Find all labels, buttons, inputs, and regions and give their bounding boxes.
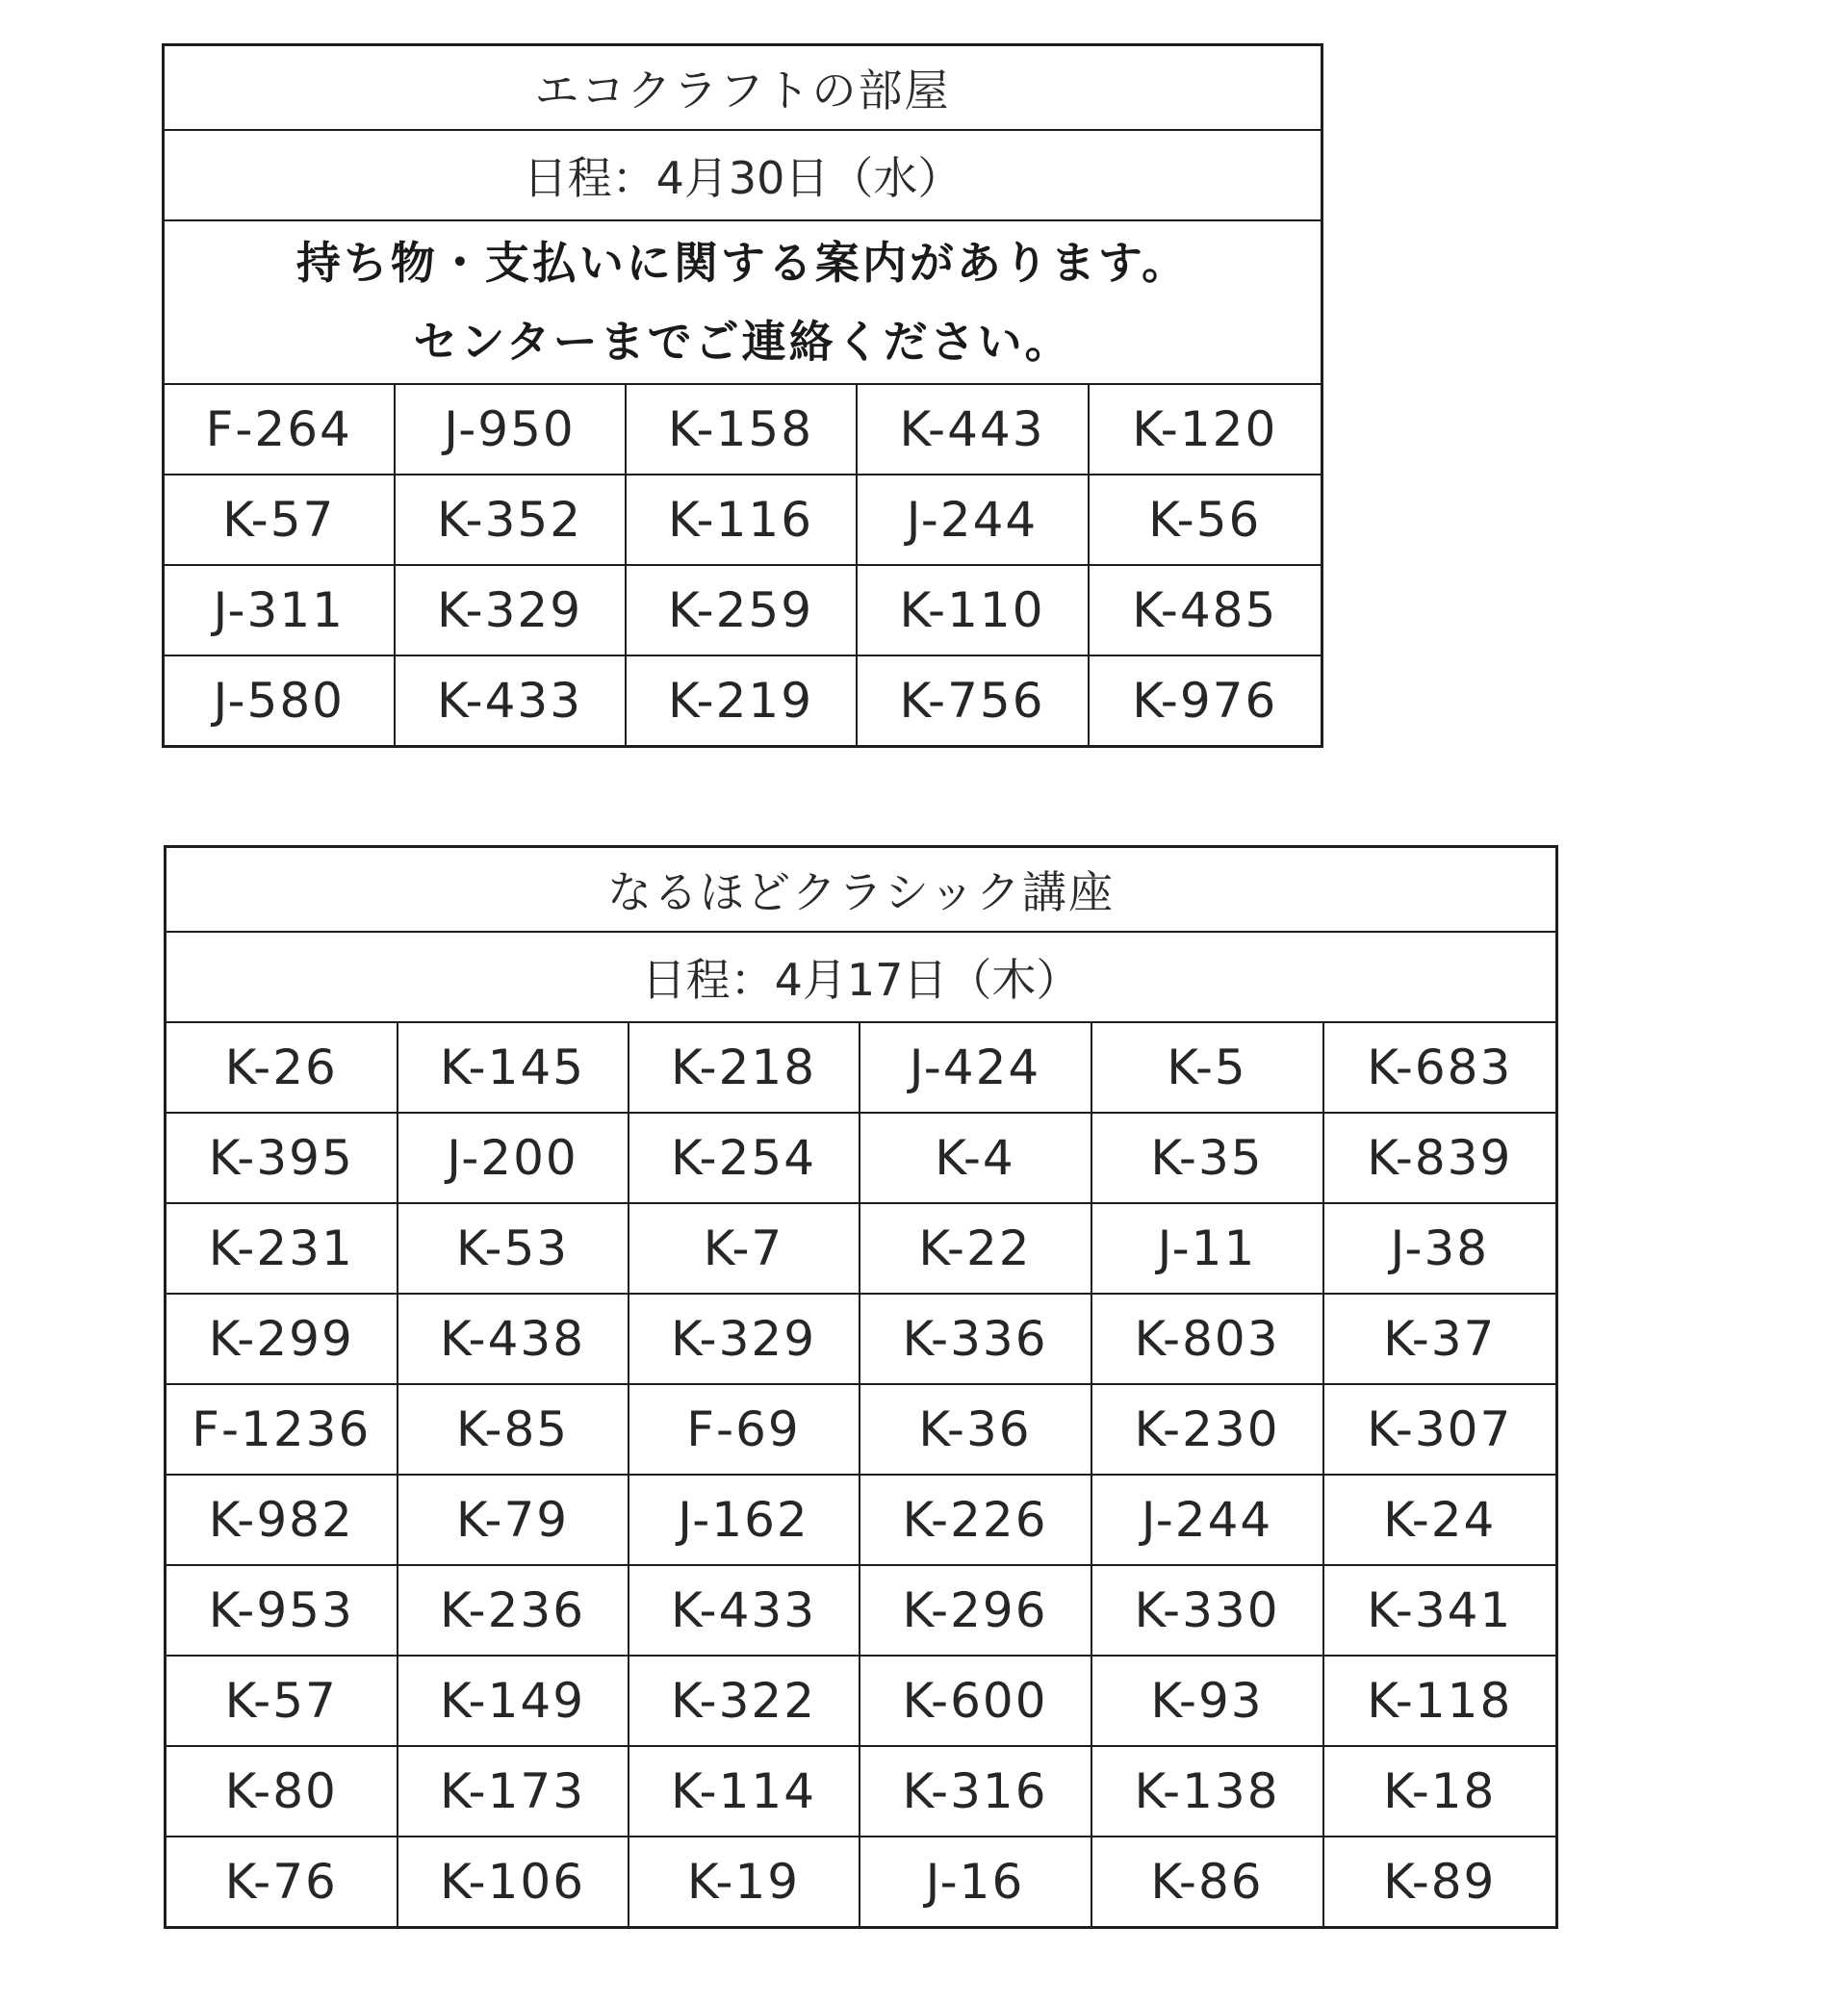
table-row — [164, 384, 1322, 475]
registration-code: K-600 — [860, 1656, 1091, 1746]
registration-code: J-424 — [860, 1022, 1091, 1113]
registration-code: K-330 — [1091, 1565, 1323, 1656]
table-row — [166, 1565, 1557, 1656]
registration-code: K-236 — [398, 1565, 629, 1656]
registration-code: K-803 — [1091, 1294, 1323, 1384]
registration-code: J-580 — [164, 655, 395, 747]
table-row — [166, 1475, 1557, 1565]
registration-code: K-19 — [629, 1837, 860, 1928]
registration-code: K-114 — [629, 1746, 860, 1837]
registration-code: J-11 — [1091, 1203, 1323, 1294]
registration-code: K-35 — [1091, 1113, 1323, 1203]
registration-code: K-329 — [629, 1294, 860, 1384]
registration-code: K-433 — [629, 1565, 860, 1656]
registration-code: K-433 — [395, 655, 626, 747]
registration-code: K-145 — [398, 1022, 629, 1113]
registration-code: K-683 — [1323, 1022, 1557, 1113]
registration-code: K-953 — [166, 1565, 398, 1656]
code-grid — [164, 384, 1322, 747]
table-row — [166, 1203, 1557, 1294]
registration-code: K-24 — [1323, 1475, 1557, 1565]
registration-code: K-79 — [398, 1475, 629, 1565]
registration-code: K-231 — [166, 1203, 398, 1294]
registration-code: K-395 — [166, 1113, 398, 1203]
registration-code: K-341 — [1323, 1565, 1557, 1656]
registration-code: K-138 — [1091, 1746, 1323, 1837]
registration-code: K-53 — [398, 1203, 629, 1294]
notice-line: センターまでご連絡ください。 — [413, 316, 1072, 368]
registration-code: K-89 — [1323, 1837, 1557, 1928]
registration-code: K-307 — [1323, 1384, 1557, 1475]
registration-code: K-219 — [626, 655, 857, 747]
notice-line: 持ち物・支払いに関する案内があります。 — [295, 237, 1190, 289]
registration-code: K-438 — [398, 1294, 629, 1384]
registration-code: K-37 — [1323, 1294, 1557, 1384]
registration-code: J-950 — [395, 384, 626, 475]
table-row — [164, 475, 1322, 565]
registration-code: K-839 — [1323, 1113, 1557, 1203]
registration-code: K-158 — [626, 384, 857, 475]
eco-craft-table — [162, 43, 1323, 748]
registration-code: K-7 — [629, 1203, 860, 1294]
registration-code: K-80 — [166, 1746, 398, 1837]
registration-code: K-352 — [395, 475, 626, 565]
registration-code: K-336 — [860, 1294, 1091, 1384]
registration-code: K-120 — [1089, 384, 1322, 475]
registration-code: K-26 — [166, 1022, 398, 1113]
registration-code: K-982 — [166, 1475, 398, 1565]
table-row — [166, 1746, 1557, 1837]
registration-code: K-226 — [860, 1475, 1091, 1565]
registration-code: K-316 — [860, 1746, 1091, 1837]
registration-code: K-254 — [629, 1113, 860, 1203]
registration-code: K-85 — [398, 1384, 629, 1475]
registration-code: K-299 — [166, 1294, 398, 1384]
table-row — [166, 1022, 1557, 1113]
registration-code: F-1236 — [166, 1384, 398, 1475]
table-row — [164, 565, 1322, 655]
registration-code: K-56 — [1089, 475, 1322, 565]
registration-code: K-5 — [1091, 1022, 1323, 1113]
registration-code: K-110 — [857, 565, 1089, 655]
registration-code: J-200 — [398, 1113, 629, 1203]
registration-code: K-4 — [860, 1113, 1091, 1203]
registration-code: K-36 — [860, 1384, 1091, 1475]
registration-code: K-218 — [629, 1022, 860, 1113]
registration-code: K-756 — [857, 655, 1089, 747]
registration-code: K-322 — [629, 1656, 860, 1746]
code-grid — [166, 1022, 1557, 1928]
registration-code: K-22 — [860, 1203, 1091, 1294]
registration-code: J-38 — [1323, 1203, 1557, 1294]
registration-code: J-16 — [860, 1837, 1091, 1928]
registration-code: K-149 — [398, 1656, 629, 1746]
registration-code: K-485 — [1089, 565, 1322, 655]
registration-code: K-57 — [166, 1656, 398, 1746]
table-date-row — [164, 130, 1322, 220]
table-row — [166, 1384, 1557, 1475]
registration-code: J-311 — [164, 565, 395, 655]
table-header-row — [164, 45, 1322, 131]
table-header-row — [166, 847, 1557, 933]
registration-code: K-18 — [1323, 1746, 1557, 1837]
registration-code: K-118 — [1323, 1656, 1557, 1746]
registration-code: J-162 — [629, 1475, 860, 1565]
schedule-date: 日程：4月30日（水） — [164, 130, 1322, 220]
registration-code: J-244 — [1091, 1475, 1323, 1565]
table-row — [166, 1837, 1557, 1928]
registration-code: F-264 — [164, 384, 395, 475]
table-row — [164, 655, 1322, 747]
notice-message — [164, 220, 1322, 384]
registration-code: K-76 — [166, 1837, 398, 1928]
registration-code: K-57 — [164, 475, 395, 565]
registration-code: K-173 — [398, 1746, 629, 1837]
registration-code: K-116 — [626, 475, 857, 565]
registration-code: K-259 — [626, 565, 857, 655]
registration-code: K-443 — [857, 384, 1089, 475]
registration-code: K-296 — [860, 1565, 1091, 1656]
classic-lecture-table — [164, 845, 1558, 1929]
registration-code: K-93 — [1091, 1656, 1323, 1746]
table-notice-row — [164, 220, 1322, 384]
registration-code: K-106 — [398, 1837, 629, 1928]
section-title: エコクラフトの部屋 — [164, 45, 1322, 131]
registration-code: K-329 — [395, 565, 626, 655]
registration-code: J-244 — [857, 475, 1089, 565]
table-row — [166, 1656, 1557, 1746]
registration-code: K-976 — [1089, 655, 1322, 747]
table-date-row — [166, 932, 1557, 1022]
registration-code: K-230 — [1091, 1384, 1323, 1475]
table-row — [166, 1113, 1557, 1203]
table-row — [166, 1294, 1557, 1384]
registration-code: F-69 — [629, 1384, 860, 1475]
section-title: なるほどクラシック講座 — [166, 847, 1557, 933]
schedule-date: 日程：4月17日（木） — [166, 932, 1557, 1022]
registration-code: K-86 — [1091, 1837, 1323, 1928]
